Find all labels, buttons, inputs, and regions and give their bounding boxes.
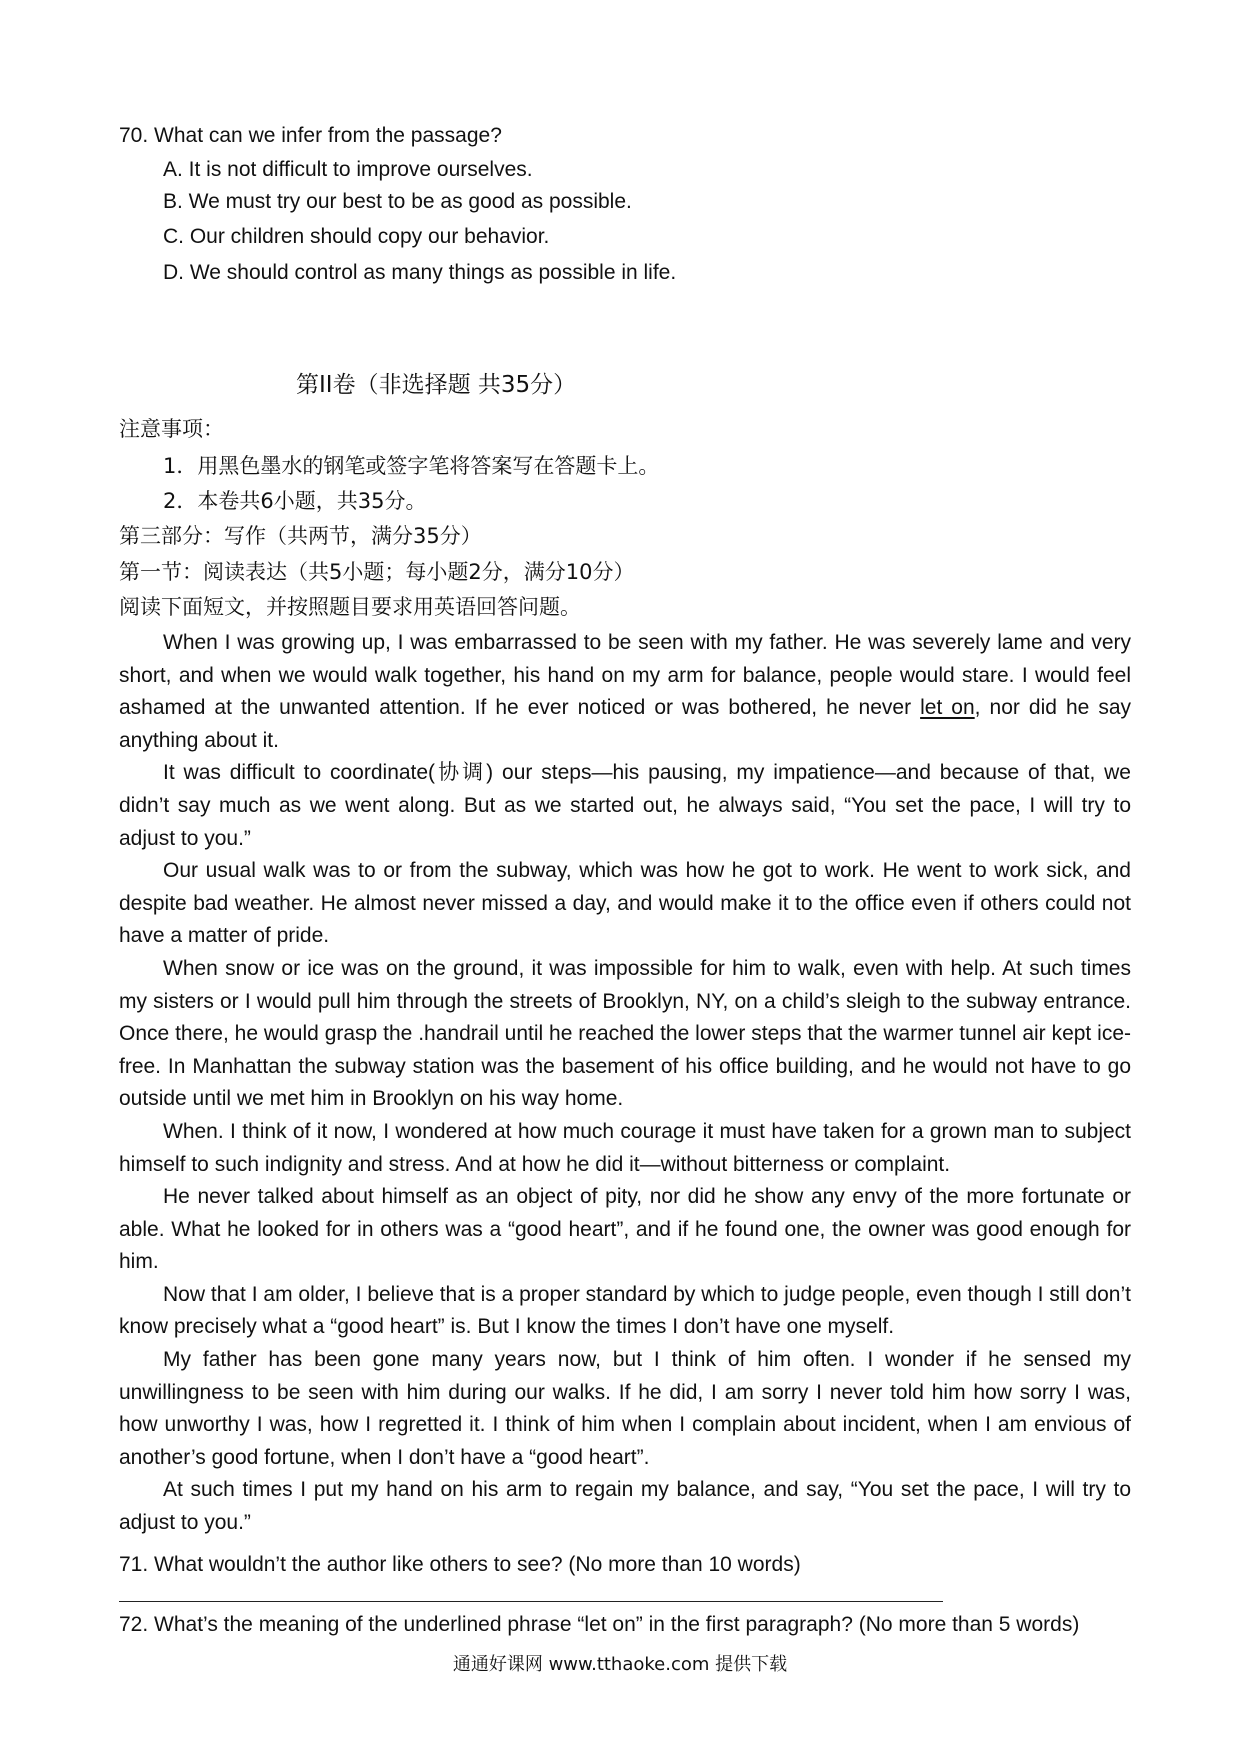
part-3-heading: 第三部分：写作（共两节，满分35分） <box>119 524 482 548</box>
reading-passage <box>119 627 1131 1540</box>
passage-paragraph-3: Our usual walk was to or from the subway, which was how he got to work. He went to work sick, and despite bad weather. He almost never missed a day, and would make it to the office even if others could not have a matter of pride. <box>119 859 1131 948</box>
question-71: 71. What wouldn’t the author like others to see? (No more than 10 words) <box>119 1553 801 1576</box>
passage-paragraph-7: Now that I am older, I believe that is a proper standard by which to judge people, even though I still don’t know precisely what a “good heart” is. But I know the times I don’t have one myself. <box>119 1282 1131 1339</box>
question-70-stem: 70. What can we infer from the passage? <box>119 124 502 147</box>
notes-heading: 注意事项： <box>119 417 224 441</box>
passage-paragraph-2: It was difficult to coordinate(协调) our steps—his pausing, my impatience—and because of that, we didn’t say much as we went along. But as we started out, he always said, “You set the pace, I will try to adjust to you.” <box>119 761 1131 850</box>
passage-paragraph-9: At such times I put my hand on his arm to regain my balance, and say, “You set the pace, I will try to adjust to you.” <box>119 1478 1131 1535</box>
underlined-phrase: let on <box>920 696 975 720</box>
reading-instruction: 阅读下面短文，并按照题目要求用英语回答问题。 <box>119 595 581 619</box>
question-70-option-c: C. Our children should copy our behavior. <box>163 225 550 248</box>
footer-source: 通通好课网 www.tthaoke.com 提供下载 <box>452 1654 788 1675</box>
note-2: 2．本卷共6小题，共35分。 <box>163 489 427 513</box>
passage-paragraph-4: When snow or ice was on the ground, it was impossible for him to walk, even with help. At such times my sisters or I would pull him through the streets of Brooklyn, NY, on a child’s sleigh to the subway entrance. Once there, he would grasp the .handrail until he reached the lower steps that the warmer tunnel air kept ice-free. In Manhattan the subway station was the basement of his office building, and he would not have to go outside until we met him in Brooklyn on his way home. <box>119 956 1131 1111</box>
question-70-option-b: B. We must try our best to be as good as possible. <box>163 190 632 213</box>
passage-paragraph-6: He never talked about himself as an object of pity, nor did he show any envy of the more fortunate or able. What he looked for in others was a “good heart”, and if he found one, the owner was good enough for him. <box>119 1185 1131 1274</box>
answer-line-71[interactable] <box>119 1601 943 1602</box>
question-70-option-a: A. It is not difficult to improve ourselves. <box>163 158 533 181</box>
note-1: 1．用黑色墨水的钢笔或签字笔将答案写在答题卡上。 <box>163 454 660 478</box>
passage-paragraph-5: When. I think of it now, I wondered at how much courage it must have taken for a grown man to subject himself to such indignity and stress. And at how he did it—without bitterness or complaint. <box>119 1119 1131 1176</box>
passage-paragraph-1: When I was growing up, I was embarrassed to be seen with my father. He was severely lame and very short, and when we would walk together, his hand on my arm for balance, people would stare. I would feel ashamed at the unwanted attention. If he ever noticed or was bothered, he never let on, nor did he say anything about it. <box>119 631 1132 752</box>
section-1-heading: 第一节：阅读表达（共5小题；每小题2分，满分10分） <box>119 560 635 584</box>
passage-paragraph-8: My father has been gone many years now, but I think of him often. I wonder if he sensed my unwillingness to be seen with him during our walks. If he did, I am sorry I never told him how sorry I was, how unworthy I was, how I regretted it. I think of him when I complain about incident, when I am envious of another’s good fortune, when I don’t have a “good heart”. <box>119 1348 1131 1469</box>
question-72: 72. What’s the meaning of the underlined phrase “let on” in the first paragraph? (No more than 5 words) <box>119 1613 1080 1636</box>
question-70-option-d: D. We should control as many things as possible in life. <box>163 261 677 284</box>
part-2-title: 第II卷（非选择题 共35分） <box>296 372 577 398</box>
